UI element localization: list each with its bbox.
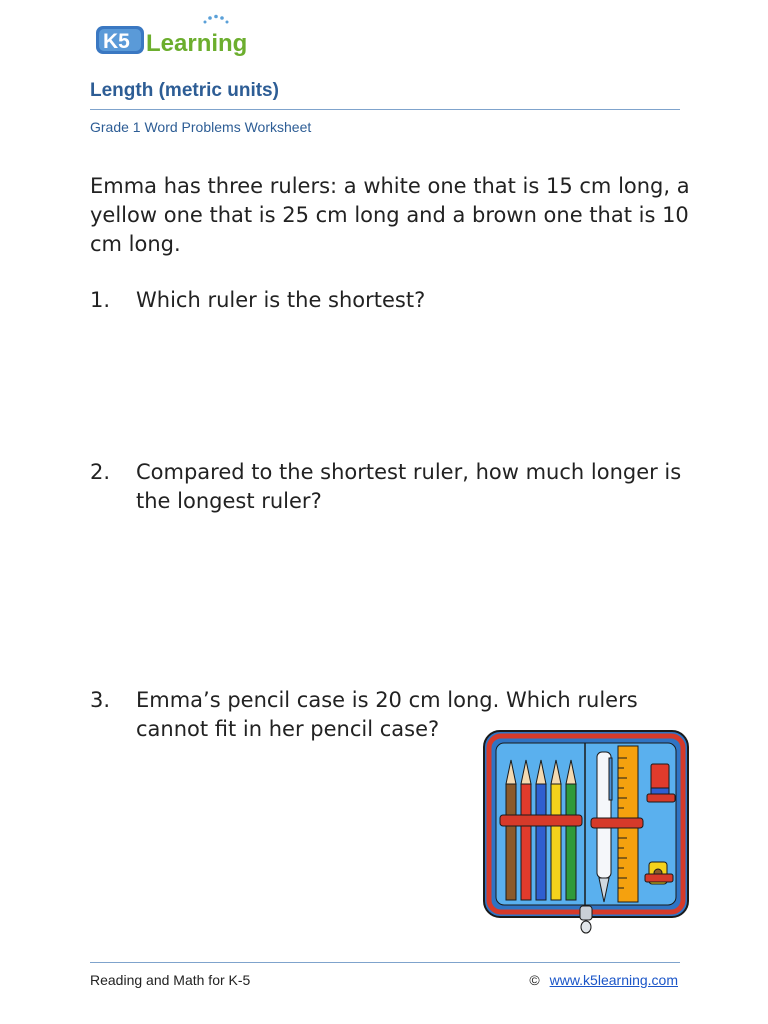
question-number: 3. xyxy=(90,688,111,712)
pencil-case-illustration xyxy=(481,728,691,934)
svg-text:K5: K5 xyxy=(103,30,130,53)
worksheet-subtitle: Grade 1 Word Problems Worksheet xyxy=(90,119,312,135)
question-text: Compared to the shortest ruler, how much longer is the longest ruler? xyxy=(136,460,682,513)
logo-star-icon xyxy=(204,15,229,24)
footer-tagline: Reading and Math for K-5 xyxy=(90,972,251,988)
problem-intro: Emma has three rulers: a white one that is 15 cm long, a yellow one that is 25 cm long and a brown one that is 10 cm long. xyxy=(90,174,690,256)
footer-divider xyxy=(90,962,680,963)
question-text: Which ruler is the shortest? xyxy=(136,288,426,312)
copyright-symbol: © xyxy=(529,972,540,988)
question-number: 2. xyxy=(90,460,111,484)
question-number: 1. xyxy=(90,288,111,312)
header-divider xyxy=(90,109,680,110)
svg-text:Learning: Learning xyxy=(146,30,248,57)
footer-copyright xyxy=(529,972,678,988)
k5-learning-logo[interactable] xyxy=(94,14,259,60)
page-title: Length (metric units) xyxy=(90,80,279,101)
zipper-pull xyxy=(580,906,592,933)
website-link[interactable]: www.k5learning.com xyxy=(549,972,678,988)
question-text: Emma’s pencil case is 20 cm long. Which rulers cannot fit in her pencil case? xyxy=(136,688,638,741)
